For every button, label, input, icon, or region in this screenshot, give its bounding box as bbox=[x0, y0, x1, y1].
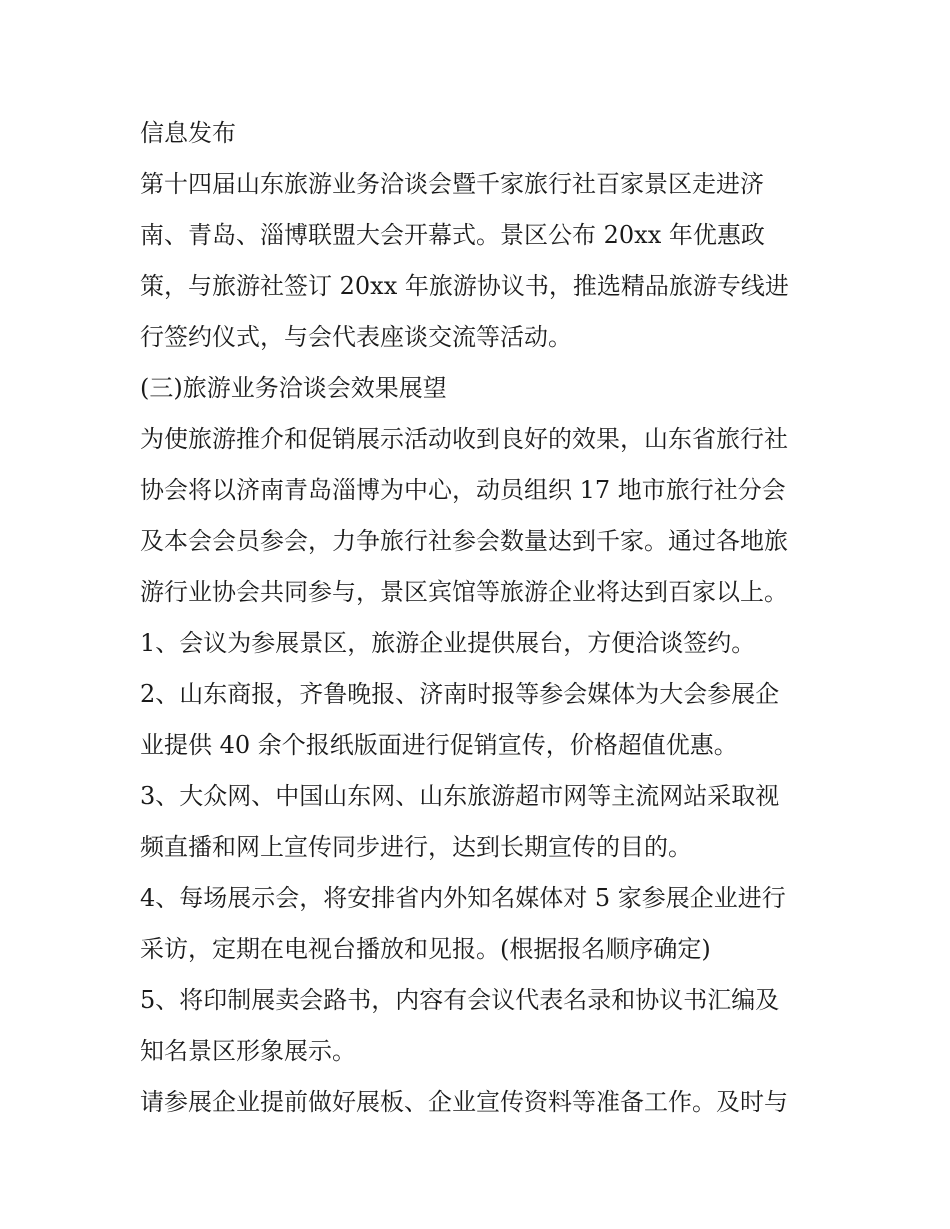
list-item-5: 5、将印制展卖会路书，内容有会议代表名录和协议书汇编及 bbox=[140, 986, 780, 1014]
paragraph-line: 及本会会员参会，力争旅行社参会数量达到千家。通过各地旅 bbox=[140, 527, 788, 555]
section-heading-info-release: 信息发布 bbox=[140, 119, 236, 147]
paragraph-line: 请参展企业提前做好展板、企业宣传资料等准备工作。及时与 bbox=[140, 1088, 788, 1116]
list-item-3-continued: 频直播和网上宣传同步进行，达到长期宣传的目的。 bbox=[140, 833, 692, 861]
paragraph-line: 行签约仪式，与会代表座谈交流等活动。 bbox=[140, 323, 572, 351]
document-body bbox=[140, 108, 820, 1128]
list-item-5-continued: 知名景区形象展示。 bbox=[140, 1037, 356, 1065]
list-item-2-continued: 业提供 40 余个报纸版面进行促销宣传，价格超值优惠。 bbox=[140, 731, 738, 759]
paragraph-line: 游行业协会共同参与，景区宾馆等旅游企业将达到百家以上。 bbox=[140, 578, 788, 606]
list-item-4-continued: 采访，定期在电视台播放和见报。(根据报名顺序确定) bbox=[140, 935, 711, 963]
list-item-1: 1、会议为参展景区，旅游企业提供展台，方便洽谈签约。 bbox=[140, 629, 756, 657]
paragraph-line: 协会将以济南青岛淄博为中心，动员组织 17 地市旅行社分会 bbox=[140, 476, 786, 504]
paragraph-line: 第十四届山东旅游业务洽谈会暨千家旅行社百家景区走进济 bbox=[140, 170, 764, 198]
list-item-3: 3、大众网、中国山东网、山东旅游超市网等主流网站采取视 bbox=[140, 782, 780, 810]
list-item-2: 2、山东商报，齐鲁晚报、济南时报等参会媒体为大会参展企 bbox=[140, 680, 780, 708]
list-item-4: 4、每场展示会，将安排省内外知名媒体对 5 家参展企业进行 bbox=[140, 884, 786, 912]
section-heading-outlook: (三)旅游业务洽谈会效果展望 bbox=[140, 374, 447, 402]
paragraph-line: 南、青岛、淄博联盟大会开幕式。景区公布 20xx 年优惠政 bbox=[140, 221, 765, 249]
paragraph-line: 策，与旅游社签订 20xx 年旅游协议书，推选精品旅游专线进 bbox=[140, 272, 789, 300]
paragraph-line: 为使旅游推介和促销展示活动收到良好的效果，山东省旅行社 bbox=[140, 425, 788, 453]
